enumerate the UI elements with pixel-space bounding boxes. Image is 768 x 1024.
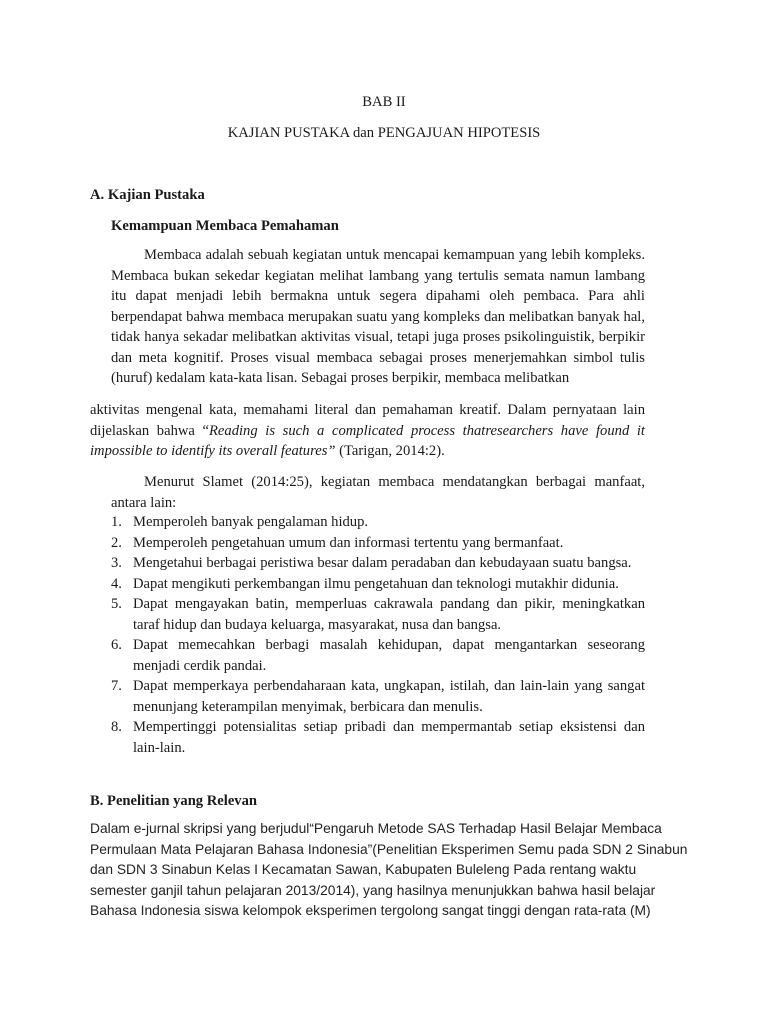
section-b-heading: B. Penelitian yang Relevan bbox=[90, 793, 258, 809]
paragraph-line: semester ganjil tahun pelajaran 2013/2014), yang hasilnya menunjukkan bahwa hasil belajar bbox=[90, 882, 656, 898]
list-text: Dapat mengikuti perkembangan ilmu pengetahuan dan teknologi mutakhir didunia. bbox=[133, 575, 619, 592]
list-item bbox=[111, 594, 645, 635]
paragraph-e-jurnal bbox=[90, 819, 688, 922]
list-number: 2. bbox=[111, 534, 122, 551]
list-number: 6. bbox=[111, 637, 122, 653]
paragraph-quote-lead: aktivitas mengenal kata, memahami literal dan pemahaman kreatif. Dalam pernyataan lain dijelaskan bahwa “ bbox=[90, 402, 645, 439]
paragraph-line: dan SDN 3 Sinabun Kelas I Kecamatan Sawan, Kabupaten Buleleng Pada rentang waktu bbox=[90, 862, 637, 877]
list-number: 5. bbox=[111, 596, 122, 612]
list-text: Memperoleh pengetahuan umum dan informasi tertentu yang bermanfaat. bbox=[133, 534, 564, 551]
chapter-title: KAJIAN PUSTAKA dan PENGAJUAN HIPOTESIS bbox=[227, 125, 541, 141]
list-text: Memperoleh banyak pengalaman hidup. bbox=[133, 514, 369, 530]
list-number: 3. bbox=[111, 555, 122, 571]
subsection-heading: Kemampuan Membaca Pemahaman bbox=[111, 218, 339, 234]
list-item bbox=[111, 717, 645, 758]
benefits-list bbox=[111, 512, 645, 758]
paragraph-line: Bahasa Indonesia siswa kelompok eksperimen tergolong sangat tinggi dengan rata-rata (M) bbox=[90, 903, 651, 918]
list-text: Dapat mengayakan batin, memperluas cakrawala pandang dan pikir, meningkatkan taraf hidup dan budaya keluarga, masyarakat, nusa dan bangsa. bbox=[133, 596, 645, 633]
paragraph-reading-quote bbox=[90, 400, 645, 462]
paragraph-line: Dalam e-jurnal skripsi yang berjudul“Pengaruh Metode SAS Terhadap Hasil Belajar Membaca bbox=[90, 821, 662, 836]
english-quote: Reading is such a complicated process thatresearchers have found it impossible to identify its overall features” bbox=[90, 422, 645, 459]
list-item bbox=[111, 553, 645, 574]
list-text: Mempertinggi potensialitas setiap pribadi dan mempermantab setiap eksistensi dan lain-lain. bbox=[133, 719, 645, 756]
list-item bbox=[111, 533, 645, 554]
chapter-label: BAB II bbox=[362, 94, 406, 110]
citation-tarigan: (Tarigan, 2014:2). bbox=[335, 443, 445, 459]
list-text: Mengetahui berbagai peristiwa besar dalam peradaban dan kebudayaan suatu bangsa. bbox=[133, 555, 632, 571]
list-text: Dapat memecahkan berbagi masalah kehidupan, dapat mengantarkan seseorang menjadi cerdik pandai. bbox=[133, 637, 645, 674]
paragraph-line: Permulaan Mata Pelajaran Bahasa Indonesia”(Penelitian Eksperimen Semu pada SDN 2 Sinabun bbox=[90, 841, 688, 857]
list-number: 4. bbox=[111, 575, 122, 592]
list-number: 8. bbox=[111, 719, 122, 735]
paragraph-membaca: Membaca adalah sebuah kegiatan untuk mencapai kemampuan yang lebih kompleks. Membaca bukan sekedar kegiatan melihat lambang yang tertulis semata namun lambang itu dapat menjadi lebih bermakna untuk segera dipahami oleh pembaca. Para ahli berpendapat bahwa membaca merupakan suatu yang kompleks dan melibatkan banyak hal, tidak hanya sekadar melibatkan aktivitas visual, tetapi juga proses psikolinguistik, berpikir dan meta kognitif. Proses visual membaca sebagai proses menerjemahkan simbol tulis (huruf) kedalam kata-kata lisan. Sebagai proses berpikir, membaca melibatkan bbox=[111, 247, 645, 386]
list-text: Dapat memperkaya perbendaharaan kata, ungkapan, istilah, dan lain-lain yang sangat menunjang keterampilan menyimak, berbicara dan menulis. bbox=[133, 678, 645, 715]
list-item bbox=[111, 676, 645, 717]
paragraph-slamet: Menurut Slamet (2014:25), kegiatan membaca mendatangkan berbagai manfaat, antara lain: bbox=[111, 474, 645, 511]
list-item bbox=[111, 574, 645, 595]
list-item bbox=[111, 512, 645, 533]
list-number: 7. bbox=[111, 678, 122, 694]
section-a-heading: A. Kajian Pustaka bbox=[90, 187, 205, 203]
list-item bbox=[111, 635, 645, 676]
list-number: 1. bbox=[111, 514, 122, 530]
